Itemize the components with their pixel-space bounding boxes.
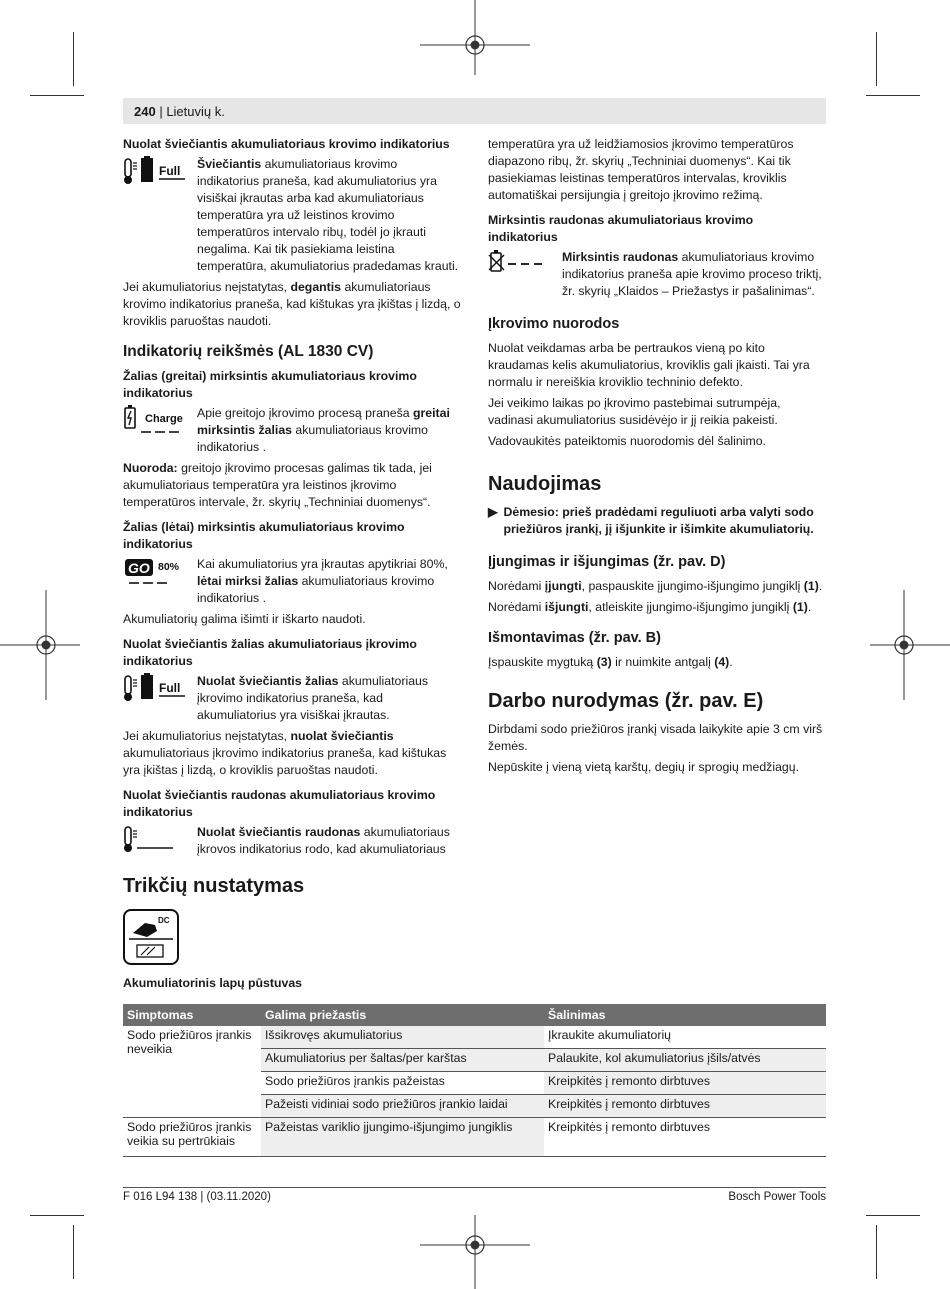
section-heading: Indikatorių reikšmės (AL 1830 CV) [123, 343, 374, 360]
crop-mark [876, 32, 877, 86]
table-cell: Kreipkitės į remonto dirbtuves [544, 1072, 826, 1095]
paragraph: Nepūskite į vieną vietą karštų, degių ir sprogių medžiagų. [488, 760, 800, 774]
table-cell: Pažeisti vidiniai sodo priežiūros įrankio laidai [261, 1095, 544, 1118]
indicator-row [123, 156, 461, 279]
icon-label: DC [158, 916, 170, 925]
crop-mark [866, 1215, 920, 1216]
registration-mark-icon [420, 1205, 530, 1289]
paragraph: Nuolat šviečiantis raudonas akumuliatoriaus įkrovos indikatorius rodo, kad akumuliatoriaus [197, 825, 450, 856]
table-cell: Sodo priežiūros įrankis veikia su pertrūkiais [123, 1118, 261, 1157]
column-header: Galima priežastis [261, 1004, 544, 1026]
table-cell: Kreipkitės į remonto dirbtuves [544, 1095, 826, 1118]
go-80-percent-icon [123, 556, 191, 586]
icon-label: Charge [145, 413, 183, 425]
crop-mark [73, 32, 74, 86]
indicator-row [123, 405, 461, 460]
footer-left: F 016 L94 138 | (03.11.2020) [123, 1191, 271, 1203]
table-cell: Pažeistas variklio įjungimo-išjungimo jungiklis [261, 1118, 544, 1157]
battery-full-icon [123, 673, 191, 703]
section-title: Nuolat šviečiantis raudonas akumuliatoriaus krovimo indikatorius [123, 788, 436, 819]
table-cell: Sodo priežiūros įrankis pažeistas [261, 1072, 544, 1095]
leaf-blower-dc-icon [123, 909, 179, 965]
table-row [123, 1026, 826, 1049]
section-heading: Įkrovimo nuorodos [488, 316, 620, 332]
indicator-row [123, 824, 461, 862]
section-title: Nuolat šviečiantis akumuliatoriaus krovimo indikatorius [123, 137, 450, 151]
paragraph: Jei veikimo laikas po įkrovimo pastebimai sutrumpėja, vadinasi akumuliatorius susidėvėjo ir jį reikia pakeisti. [488, 396, 781, 427]
registration-mark-icon [870, 590, 950, 700]
warning-item [488, 504, 826, 538]
paragraph: Norėdami išjungti, atleiskite įjungimo-išjungimo jungiklį (1). [488, 600, 812, 614]
indicator-row [123, 673, 461, 728]
table-cell: Įkraukite akumuliatorių [544, 1026, 826, 1049]
registration-mark-icon [0, 590, 80, 700]
section-heading: Naudojimas [488, 473, 602, 495]
table-cell: Kreipkitės į remonto dirbtuves [544, 1118, 826, 1157]
language-label: Lietuvių k. [166, 104, 225, 119]
crop-mark [876, 1225, 877, 1279]
column-header: Šalinimas [544, 1004, 826, 1026]
paragraph: Vadovaukitės pateiktomis nuorodomis dėl šalinimo. [488, 434, 766, 448]
paragraph: Jei akumuliatorius neįstatytas, degantis akumuliatoriaus krovimo indikatorius praneša, kad kištukas yra įkištas į lizdą, o kroviklis paruoštas naudoti. [123, 280, 461, 328]
troubleshooting-table [123, 1004, 826, 1157]
thermometer-icon [123, 824, 191, 854]
paragraph: Apie greitojo įkrovimo procesą praneša greitai mirksintis žalias akumuliatoriaus krovimo indikatorius . [197, 406, 450, 454]
paragraph: Dirbdami sodo priežiūros įrankį visada laikykite apie 3 cm virš žemės. [488, 722, 823, 753]
crop-mark [30, 1215, 84, 1216]
paragraph: Nuolat veikdamas arba be pertraukos vieną po kito kraudamas kelis akumuliatorius, kroviklis gali įkaisti. Tai yra normalu ir nereiškia kroviklio techninio defekto. [488, 341, 810, 389]
paragraph: Jei akumuliatorius neįstatytas, nuolat šviečiantis akumuliatoriaus įkrovimo indikatorius praneša, kad kištukas yra įkištas į lizdą, o kroviklis paruoštas naudoti. [123, 729, 447, 777]
paragraph: Nuolat šviečiantis žalias akumuliatoriaus įkrovimo indikatorius praneša, kad akumuliatorius yra visiškai įkrautas. [197, 674, 429, 722]
paragraph: Kai akumuliatorius yra įkrautas apytikriai 80%, lėtai mirksi žalias akumuliatoriaus krovimo indikatorius . [197, 557, 448, 605]
table-cell: Sodo priežiūros įrankis neveikia [123, 1026, 261, 1118]
right-column [488, 136, 826, 780]
footer-divider [123, 1187, 826, 1188]
registration-mark-icon [420, 0, 530, 95]
icon-logo: GO [128, 560, 150, 576]
paragraph: Norėdami įjungti, paspauskite įjungimo-išjungimo jungiklį (1). [488, 579, 823, 593]
paragraph: Šviečiantis akumuliatoriaus krovimo indikatorius praneša, kad akumuliatorius yra visiškai įkrautas arba kad akumuliatoriaus temperatūra yra už leistinos krovimo temperatūros intervalo ribų, todėl jo įkrauti negalima. Kai tik pasiekiama leistina temperatūra, akumuliatorius pradedamas krauti. [197, 157, 459, 273]
table-row [123, 1118, 826, 1157]
indicator-row [488, 249, 826, 304]
section-title: Žalias (lėtai) mirksintis akumuliatoriaus krovimo indikatorius [123, 520, 405, 551]
crop-mark [866, 95, 920, 96]
table-header-row [123, 1004, 826, 1026]
warning-arrow-icon: ▶ [488, 505, 498, 519]
icon-label: Full [159, 164, 181, 178]
icon-label: 80% [158, 561, 180, 573]
section-heading: Išmontavimas (žr. pav. B) [488, 630, 661, 646]
page-number: 240 [134, 104, 156, 119]
section-title: Nuolat šviečiantis žalias akumuliatoriaus įkrovimo indikatorius [123, 637, 417, 668]
warning-text: Dėmesio: prieš pradėdami reguliuoti arba valyti sodo priežiūros įrankį, jį išjunkite ir išimkite akumuliatorių. [503, 505, 814, 536]
trouble-title: Trikčių nustatymas [123, 875, 305, 897]
section-title: Mirksintis raudonas akumuliatoriaus krovimo indikatorius [488, 213, 754, 244]
trouble-subtitle: Akumuliatorinis lapų pūstuvas [123, 976, 303, 990]
page-header [123, 98, 826, 124]
paragraph: Akumuliatorių galima išimti ir iškarto naudoti. [123, 612, 366, 626]
section-heading: Darbo nurodymas (žr. pav. E) [488, 690, 764, 712]
table-cell: Akumuliatorius per šaltas/per karštas [261, 1049, 544, 1072]
battery-full-icon [123, 156, 191, 186]
icon-label: Full [159, 681, 181, 695]
table-cell: Išsikrovęs akumuliatorius [261, 1026, 544, 1049]
paragraph: Įspauskite mygtuką (3) ir nuimkite antgalį (4). [488, 655, 733, 669]
battery-charging-icon [123, 405, 191, 435]
left-column [123, 136, 461, 862]
note: Nuoroda: greitojo įkrovimo procesas galimas tik tada, jei akumuliatoriaus temperatūra yra leistinos įkrovimo temperatūros intervale, žr. skyrių „Techniniai duomenys“. [123, 461, 432, 509]
page-header-text: 240 | Lietuvių k. [134, 104, 225, 119]
table-cell: Palaukite, kol akumuliatorius įšils/atvės [544, 1049, 826, 1072]
footer-right: Bosch Power Tools [728, 1191, 826, 1203]
paragraph: temperatūra yra už leidžiamosios įkrovimo temperatūros diapazono ribų, žr. skyrių „Techniniai duomenys“. Kai tik pasiekiamas leistinas temperatūros intervalas, kroviklis automatiškai persijungia į greitojo įkrovimo režimą. [488, 137, 794, 202]
section-title: Žalias (greitai) mirksintis akumuliatoriaus krovimo indikatorius [123, 369, 417, 400]
crop-mark [73, 1225, 74, 1279]
section-heading: Įjungimas ir išjungimas (žr. pav. D) [488, 554, 726, 570]
crop-mark [30, 95, 84, 96]
indicator-row [123, 556, 461, 611]
battery-error-icon [488, 249, 556, 279]
paragraph: Mirksintis raudonas akumuliatoriaus krovimo indikatorius praneša apie krovimo proceso triktį, žr. skyrių „Klaidos – Priežastys ir pašalinimas“. [562, 250, 822, 298]
column-header: Simptomas [123, 1004, 261, 1026]
